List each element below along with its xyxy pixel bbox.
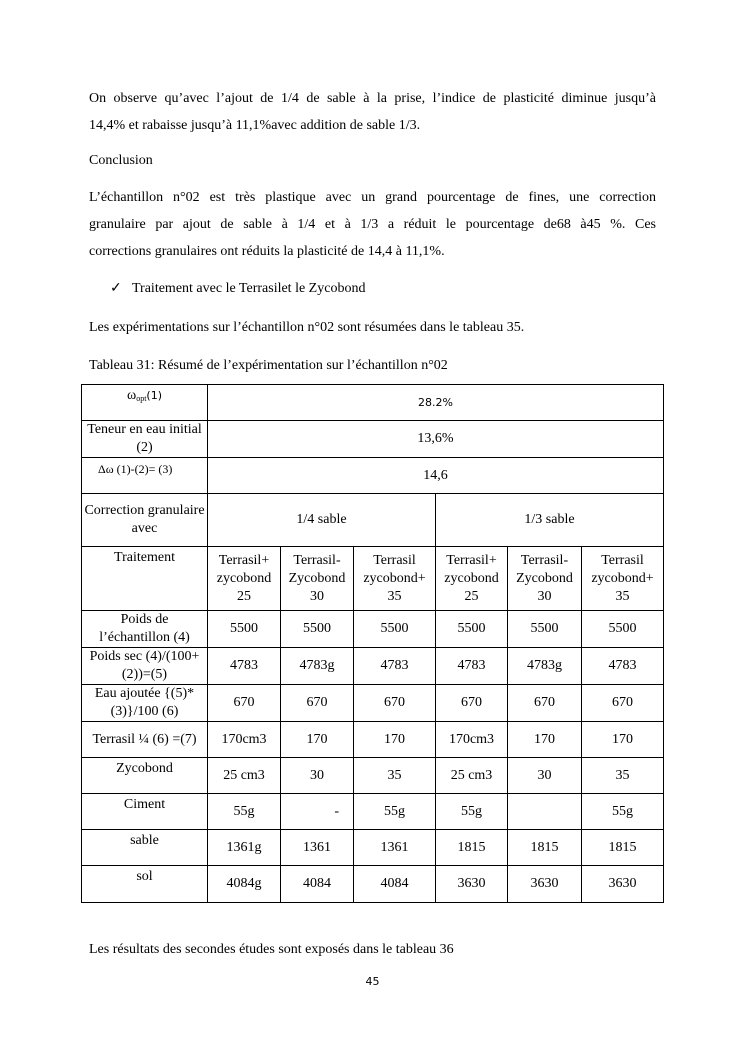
results-paragraph: Les résultats des secondes études sont exposés dans le tableau 36 bbox=[89, 942, 454, 957]
traitement-header: Terrasil- Zycobond 30 bbox=[281, 547, 354, 611]
table-cell: 170cm3 bbox=[208, 722, 281, 758]
table-cell: 3630 bbox=[508, 866, 582, 903]
table-cell: 55g bbox=[208, 794, 281, 830]
table-cell: 3630 bbox=[436, 866, 508, 903]
experiment-table bbox=[81, 384, 664, 903]
table-cell: 55g bbox=[436, 794, 508, 830]
treatment-bullet-text: Traitement avec le Terrasilet le Zycobond bbox=[132, 281, 366, 296]
table-row-wopt bbox=[82, 385, 664, 421]
table-cell: 1361 bbox=[354, 830, 436, 866]
table-cell: 4084g bbox=[208, 866, 281, 903]
table-cell: 4783 bbox=[582, 648, 664, 685]
table-cell: 35 bbox=[354, 758, 436, 794]
intro-paragraph-line-2: 14,4% et rabaisse jusqu’à 11,1%avec addition de sable 1/3. bbox=[89, 118, 421, 133]
table-cell: 4783g bbox=[281, 648, 354, 685]
row-label: Terrasil ¼ (6) =(7) bbox=[82, 722, 208, 758]
table-cell: 670 bbox=[281, 685, 354, 722]
table-cell: 35 bbox=[582, 758, 664, 794]
checkmark-icon: ✓ bbox=[110, 281, 122, 296]
table-row-delta bbox=[82, 458, 664, 494]
traitement-header: Terrasil+ zycobond 25 bbox=[436, 547, 508, 611]
traitement-header: Terrasil zycobond+ 35 bbox=[354, 547, 436, 611]
table-cell: 5500 bbox=[281, 611, 354, 648]
table-cell: 670 bbox=[354, 685, 436, 722]
traitement-header: Terrasil zycobond+ 35 bbox=[582, 547, 664, 611]
table-row bbox=[82, 794, 664, 830]
table-cell: 5500 bbox=[436, 611, 508, 648]
delta-value: 14,6 bbox=[208, 458, 664, 494]
table-cell: 4783g bbox=[508, 648, 582, 685]
table-cell: 55g bbox=[354, 794, 436, 830]
table-row-correction bbox=[82, 494, 664, 547]
table-cell: 170 bbox=[354, 722, 436, 758]
table-row bbox=[82, 866, 664, 903]
delta-label: Δω (1)-(2)= (3) bbox=[82, 458, 208, 494]
page-number: 45 bbox=[365, 975, 380, 988]
traitement-header: Terrasil- Zycobond 30 bbox=[508, 547, 582, 611]
table-cell: 1361 bbox=[281, 830, 354, 866]
row-label: Zycobond bbox=[82, 758, 208, 794]
traitement-header: Terrasil+ zycobond 25 bbox=[208, 547, 281, 611]
table-row bbox=[82, 648, 664, 685]
table-cell: 670 bbox=[508, 685, 582, 722]
table-cell: 670 bbox=[436, 685, 508, 722]
row-label: Poids de l’échantillon (4) bbox=[82, 611, 208, 648]
correction-group-third: 1/3 sable bbox=[436, 494, 664, 547]
table-cell: 30 bbox=[508, 758, 582, 794]
table-cell: 5500 bbox=[508, 611, 582, 648]
table-cell: 1815 bbox=[436, 830, 508, 866]
table-cell: 170 bbox=[582, 722, 664, 758]
table-row-traitement bbox=[82, 547, 664, 611]
correction-label: Correction granulaire avec bbox=[82, 494, 208, 547]
table-cell: 5500 bbox=[208, 611, 281, 648]
table-cell: 3630 bbox=[582, 866, 664, 903]
teneur-value: 13,6% bbox=[208, 421, 664, 458]
table-cell: 4783 bbox=[208, 648, 281, 685]
traitement-label: Traitement bbox=[82, 547, 208, 611]
wopt-value: 28.2% bbox=[208, 385, 664, 421]
table-cell: 1815 bbox=[508, 830, 582, 866]
table-row bbox=[82, 722, 664, 758]
row-label: Poids sec (4)/(100+ (2))=(5) bbox=[82, 648, 208, 685]
table-cell: 4783 bbox=[436, 648, 508, 685]
conclusion-paragraph-line-2: granulaire par ajout de sable à 1/4 et à 1/3 a réduit le pourcentage de68 à45 %. Ces bbox=[89, 217, 656, 232]
table-cell: 4084 bbox=[354, 866, 436, 903]
conclusion-paragraph-line-3: corrections granulaires ont réduits la plasticité de 14,4 à 11,1%. bbox=[89, 244, 445, 259]
table-row bbox=[82, 611, 664, 648]
table-cell: 5500 bbox=[582, 611, 664, 648]
table-row bbox=[82, 830, 664, 866]
table-cell: 170 bbox=[508, 722, 582, 758]
table-cell: 1361g bbox=[208, 830, 281, 866]
conclusion-paragraph-line-1: L’échantillon n°02 est très plastique avec un grand pourcentage de fines, une correction bbox=[89, 190, 656, 205]
table-cell: 170cm3 bbox=[436, 722, 508, 758]
table-cell: 25 cm3 bbox=[436, 758, 508, 794]
table-row-teneur bbox=[82, 421, 664, 458]
table-cell: 4084 bbox=[281, 866, 354, 903]
row-label: Eau ajoutée {(5)*(3)}/100 (6) bbox=[82, 685, 208, 722]
teneur-label: Teneur en eau initial (2) bbox=[82, 421, 208, 458]
table-cell: 55g bbox=[582, 794, 664, 830]
table-cell: 4783 bbox=[354, 648, 436, 685]
table-row bbox=[82, 758, 664, 794]
row-label: sol bbox=[82, 866, 208, 903]
table-cell: 670 bbox=[208, 685, 281, 722]
wopt-label: $\omega_{opt}(1)$ bbox=[82, 385, 208, 421]
treatment-bullet bbox=[110, 279, 365, 299]
table-cell: 170 bbox=[281, 722, 354, 758]
row-label: Ciment bbox=[82, 794, 208, 830]
table-row bbox=[82, 685, 664, 722]
table-caption: Tableau 31: Résumé de l’expérimentation sur l’échantillon n°02 bbox=[89, 358, 448, 373]
correction-group-quarter: 1/4 sable bbox=[208, 494, 436, 547]
table-cell: 5500 bbox=[354, 611, 436, 648]
table-cell: 25 cm3 bbox=[208, 758, 281, 794]
intro-paragraph bbox=[89, 85, 656, 139]
table-cell bbox=[508, 794, 582, 830]
table-cell: 30 bbox=[281, 758, 354, 794]
conclusion-heading: Conclusion bbox=[89, 153, 153, 168]
experiments-paragraph: Les expérimentations sur l’échantillon n°02 sont résumées dans le tableau 35. bbox=[89, 320, 525, 335]
table-cell: 670 bbox=[582, 685, 664, 722]
row-label: sable bbox=[82, 830, 208, 866]
intro-paragraph-line-1: On observe qu’avec l’ajout de 1/4 de sable à la prise, l’indice de plasticité diminue jusqu’à bbox=[89, 91, 656, 106]
conclusion-paragraph bbox=[89, 184, 656, 265]
table-cell: 1815 bbox=[582, 830, 664, 866]
table-cell: - bbox=[281, 794, 354, 830]
